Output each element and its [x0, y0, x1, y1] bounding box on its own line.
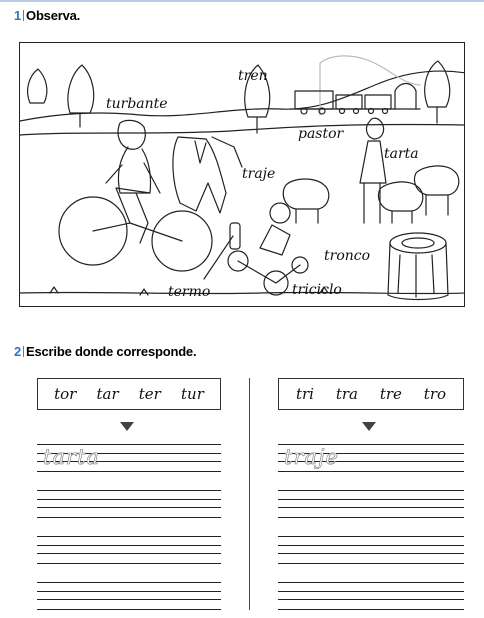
down-arrow-icon [120, 422, 134, 431]
column-divider [249, 378, 250, 610]
label-tarta: tarta [384, 146, 419, 162]
train [290, 84, 420, 115]
exercise-1-heading [14, 8, 80, 23]
traced-example-word: tarta [43, 445, 100, 469]
syllable: tri [295, 385, 314, 403]
writing-line[interactable] [278, 582, 464, 610]
exercise-1-number: 1 [14, 8, 22, 23]
writing-line[interactable] [278, 490, 464, 518]
scene-illustration [19, 42, 465, 307]
label-tren: tren [238, 68, 268, 84]
label-traje: traje [242, 166, 276, 182]
exercise-2-heading [14, 344, 196, 359]
syllable: tre [379, 385, 402, 403]
label-pastor: pastor [298, 126, 344, 142]
heading-separator [23, 346, 24, 357]
suit [173, 137, 242, 213]
syllable: tur [181, 385, 204, 403]
label-tronco: tronco [324, 248, 371, 264]
syllable: ter [138, 385, 161, 403]
writing-line[interactable] [37, 490, 221, 518]
cyclist [59, 120, 212, 271]
syllable: tro [423, 385, 447, 403]
down-arrow-icon [362, 422, 376, 431]
exercise-1-title: Observa. [26, 8, 81, 23]
writing-line[interactable] [37, 536, 221, 564]
label-turbante: turbante [106, 96, 168, 112]
syllable: tra [335, 385, 358, 403]
exercise-2-title: Escribe donde corresponde. [26, 344, 197, 359]
top-rule [0, 0, 484, 2]
label-triciclo: triciclo [292, 282, 342, 298]
left-syllable-box [37, 378, 221, 410]
writing-line[interactable] [278, 536, 464, 564]
right-syllable-box [278, 378, 464, 410]
writing-line[interactable] [37, 582, 221, 610]
syllable: tar [96, 385, 119, 403]
traced-example-word: traje [284, 445, 339, 469]
tree-stump [388, 233, 448, 300]
writing-line-example[interactable] [37, 444, 221, 472]
writing-line-example[interactable] [278, 444, 464, 472]
label-termo: termo [168, 284, 211, 300]
exercise-2-number: 2 [14, 344, 22, 359]
heading-separator [23, 10, 24, 21]
syllable: tor [54, 385, 77, 403]
